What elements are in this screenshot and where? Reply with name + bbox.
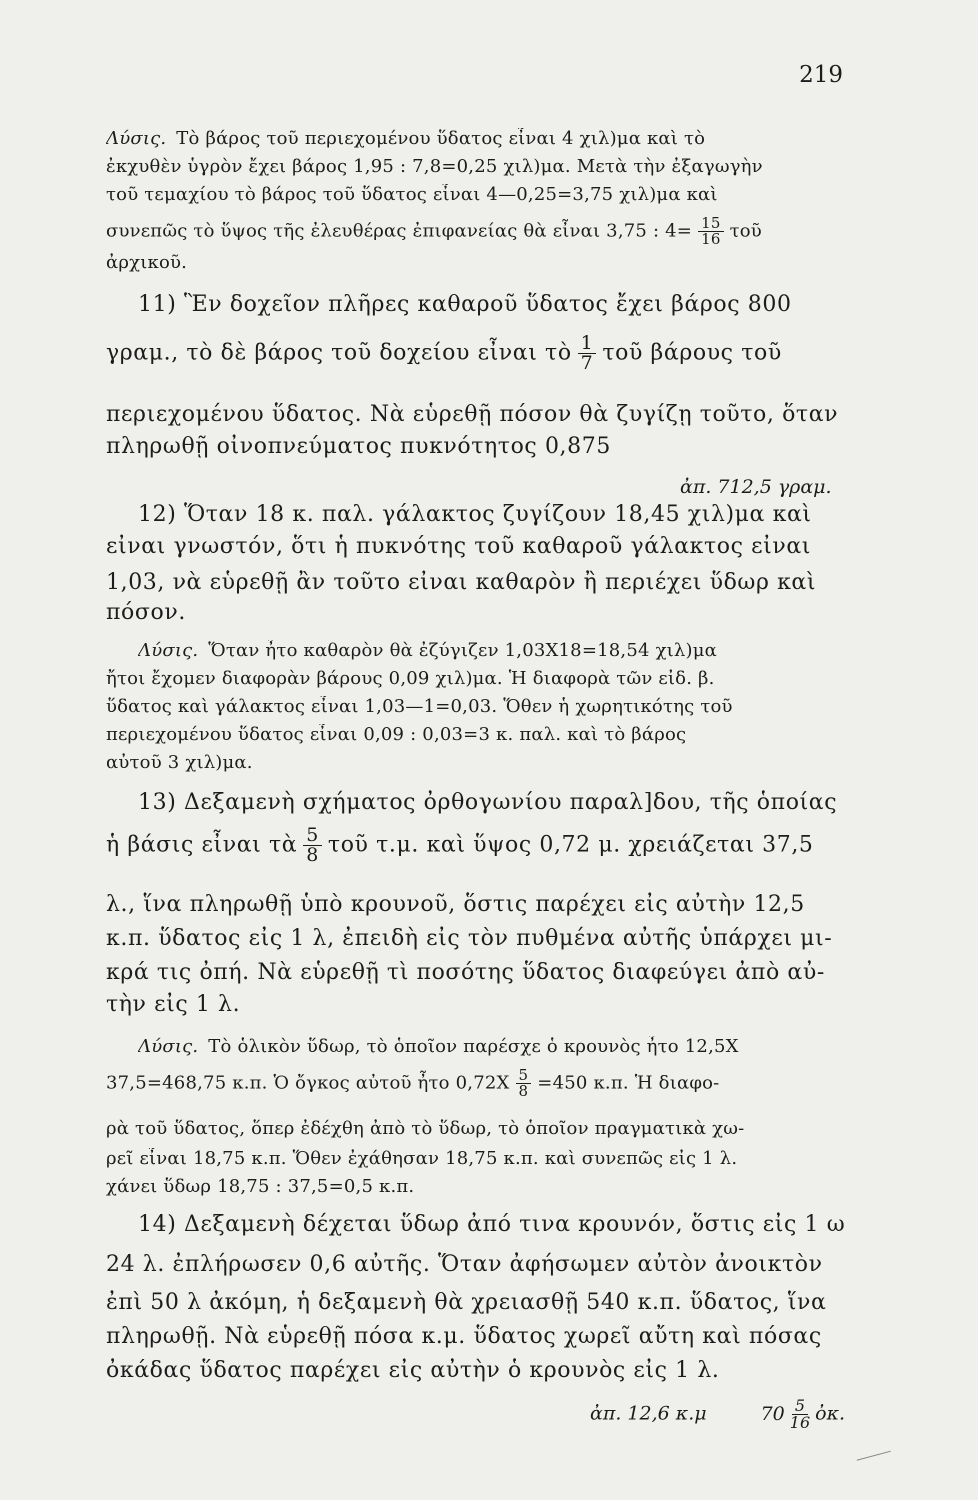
fraction-numerator: 1 (578, 334, 597, 354)
fraction-denominator: 16 (701, 230, 721, 247)
problem-14-heading: 14) Δεξαμενὴ δέχεται ὕδωρ ἀπό τινα κρουνόν, ὅστις εἰς 1 ω (138, 1212, 846, 1237)
text-line: τοῦ τεμαχίου τὸ βάρος τοῦ ὕδατος εἶναι 4—0,25=3,75 χιλ)μα καὶ (106, 184, 718, 205)
solution-label: Λύσις. (138, 640, 199, 661)
text-line: αὐτοῦ 3 χιλ)μα. (106, 752, 253, 773)
solution-label: Λύσις. (106, 128, 167, 149)
fraction-numerator: 5 (792, 1398, 808, 1415)
fraction-numerator: 5 (516, 1068, 532, 1084)
text-line: ὀκάδας ὕδατος παρέχει εἰς αὐτὴν ὁ κρουνὸς εἰς 1 λ. (106, 1358, 720, 1383)
text-line: ρεῖ εἶναι 18,75 κ.π. Ὅθεν ἐχάθησαν 18,75 κ.π. καὶ συνεπῶς εἰς 1 λ. (106, 1148, 738, 1169)
text-span: τοῦ τ.μ. καὶ ὕψος 0,72 μ. χρειάζεται 37,5 (327, 832, 814, 858)
text-line: πληρωθῇ οἰνοπνεύματος πυκνότητος 0,875 (106, 434, 611, 459)
text-line: ἀρχικοῦ. (106, 252, 188, 273)
problem-11-heading: 11) Ἓν δοχεῖον πλῆρες καθαροῦ ὕδατος ἔχει βάρος 800 (138, 292, 792, 317)
text-span: ἀπ. 12,6 κ.μ (590, 1402, 707, 1425)
problem-12-heading: 12) Ὅταν 18 κ. παλ. γάλακτος ζυγίζουν 18,45 χιλ)μα καὶ (138, 502, 812, 527)
text-line (138, 640, 876, 661)
text-span: Τὸ βάρος τοῦ περιεχομένου ὕδατος εἶναι 4 χιλ)μα καὶ τὸ (176, 128, 706, 149)
text-span: τοῦ βάρους τοῦ (602, 340, 782, 366)
text-line: χάνει ὕδωρ 18,75 : 37,5=0,5 κ.π. (106, 1176, 415, 1197)
text-line (106, 216, 876, 247)
answer-line (590, 1398, 845, 1431)
text-span: Τὸ ὁλικὸν ὕδωρ, τὸ ὁποῖον παρέσχε ὁ κρουνὸς ἦτο 12,5X (208, 1036, 739, 1057)
fraction-numerator: 5 (303, 826, 322, 846)
text-line: εἶναι γνωστόν, ὅτι ἡ πυκνότης τοῦ καθαροῦ γάλακτος εἶναι (106, 534, 812, 559)
fraction-numerator: 15 (698, 216, 724, 232)
text-line: ὕδατος καὶ γάλακτος εἶναι 1,03—1=0,03. Ὅθεν ἡ χωρητικότης τοῦ (106, 696, 733, 717)
pen-mark (857, 1451, 895, 1475)
fraction-denominator: 7 (580, 352, 594, 373)
text-line (106, 826, 876, 865)
text-span: ἡ βάσις εἶναι τὰ (106, 832, 298, 858)
text-line (106, 334, 876, 373)
text-line (138, 1036, 876, 1057)
text-line: ἐκχυθὲν ὑγρὸν ἔχει βάρος 1,95 : 7,8=0,25 χιλ)μα. Μετὰ τὴν ἐξαγωγὴν (106, 156, 763, 177)
text-line: ρὰ τοῦ ὕδατος, ὅπερ ἐδέχθη ἀπὸ τὸ ὕδωρ, τὸ ὁποῖον πραγματικὰ χω- (106, 1118, 745, 1139)
fraction-denominator: 16 (789, 1413, 811, 1432)
problem-13-heading: 13) Δεξαμενὴ σχήματος ὀρθογωνίου παραλ]δου, τῆς ὁποίας (138, 790, 838, 815)
text-line: λ., ἵνα πληρωθῇ ὑπὸ κρουνοῦ, ὅστις παρέχει εἰς αὐτὴν 12,5 (106, 892, 805, 917)
text-line: κ.π. ὕδατος εἰς 1 λ, ἐπειδὴ εἰς τὸν πυθμένα αὐτῆς ὑπάρχει μι- (106, 926, 833, 951)
text-span: γραμ., τὸ δὲ βάρος τοῦ δοχείου εἶναι τὸ (106, 340, 572, 366)
text-line: πληρωθῇ. Νὰ εὑρεθῇ πόσα κ.μ. ὕδατος χωρεῖ αὔτη καὶ πόσας (106, 1324, 822, 1349)
fraction (303, 826, 322, 865)
text-line: περιεχομένου ὕδατος. Νὰ εὑρεθῇ πόσον θὰ ζυγίζῃ τοῦτο, ὅταν (106, 402, 839, 427)
text-span: 37,5=468,75 κ.π. Ὁ ὄγκος αὐτοῦ ἦτο 0,72X (106, 1072, 510, 1094)
fraction-denominator: 8 (306, 844, 319, 865)
text-line (106, 1068, 876, 1099)
text-span: =450 κ.π. Ἡ διαφο- (537, 1072, 720, 1094)
text-span: Ὅταν ἦτο καθαρὸν θὰ ἐζύγιζεν 1,03X18=18,54 χιλ)μα (208, 640, 718, 661)
text-line: περιεχομένου ὕδατος εἶναι 0,09 : 0,03=3 κ. παλ. καὶ τὸ βάρος (106, 724, 687, 745)
fraction (698, 216, 724, 247)
text-line: 24 λ. ἐπλήρωσεν 0,6 αὐτῆς. Ὅταν ἀφήσωμεν αὐτὸν ἀνοικτὸν (106, 1252, 823, 1277)
text-line: 1,03, νὰ εὑρεθῇ ἂν τοῦτο εἶναι καθαρὸν ἢ περιέχει ὕδωρ καὶ (106, 570, 817, 595)
page-number: 219 (799, 62, 843, 88)
text-span: ὀκ. (815, 1402, 846, 1425)
text-span: συνεπῶς τὸ ὕψος τῆς ἐλευθέρας ἐπιφανείας θὰ εἶναι 3,75 : 4= (106, 220, 693, 242)
text-span: τοῦ (729, 220, 762, 242)
text-line: ἐπὶ 50 λ ἀκόμη, ἡ δεξαμενὴ θὰ χρειασθῇ 540 κ.π. ὕδατος, ἵνα (106, 1290, 827, 1315)
answer-line: ἀπ. 712,5 γραμ. (680, 476, 832, 498)
text-line: πόσον. (106, 600, 186, 625)
fraction (516, 1068, 532, 1099)
text-line: κρά τις ὀπή. Νὰ εὑρεθῇ τὶ ποσότης ὕδατος διαφεύγει ἀπὸ αὐ- (106, 960, 825, 985)
text-line: τὴν εἰς 1 λ. (106, 992, 241, 1017)
fraction (787, 1398, 813, 1431)
solution-label: Λύσις. (138, 1036, 199, 1057)
fraction (578, 334, 597, 373)
text-line: ἤτοι ἔχομεν διαφορὰν βάρους 0,09 χιλ)μα. Ἡ διαφορὰ τῶν εἰδ. β. (106, 668, 715, 689)
fraction-denominator: 8 (518, 1082, 529, 1099)
text-line (106, 128, 876, 149)
text-span: 70 (760, 1402, 785, 1425)
